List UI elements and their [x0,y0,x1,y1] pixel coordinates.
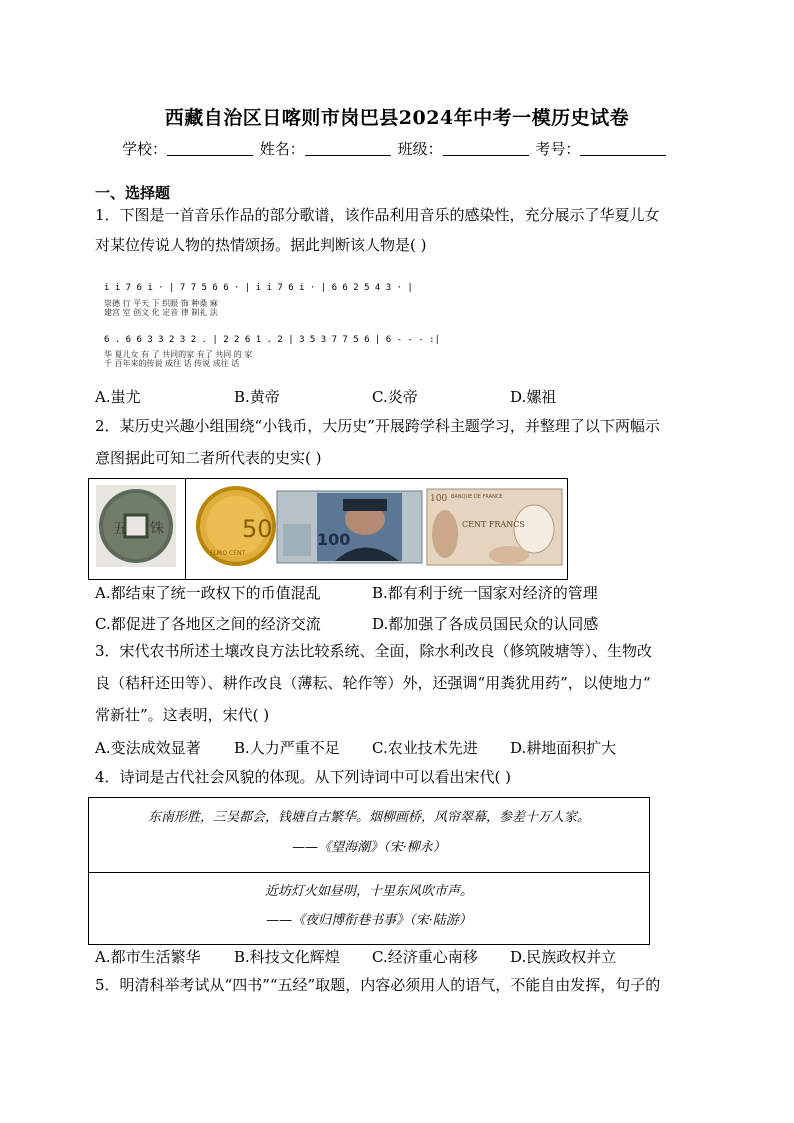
exam-no-label: 考号： [535,140,581,158]
q3-line1: 3．宋代农书所述土壤改良方法比较系统、全面，除水利改良（修筑陂塘等）、生物改 [95,642,653,660]
coin-value-label: 50 [242,515,273,543]
exam-no-blank[interactable] [580,141,666,156]
lyric-line1a: 崇德 行 平天 下 织眼 饰 种桑 麻 [104,299,218,308]
q1-option-b[interactable]: B.黄帝 [234,388,280,406]
page-title: 西藏自治区日喀则市岗巴县2024年中考一模历史试卷 [164,107,630,129]
q1-option-c[interactable]: C.炎帝 [372,388,418,406]
q2-option-b[interactable]: B.都有利于统一国家对经济的管理 [372,584,598,602]
student-info-line [122,138,668,159]
q2-option-a[interactable]: A.都结束了统一政权下的币值混乱 [95,584,321,602]
q4-line1: 4．诗词是古代社会风貌的体现。从下列诗词中可以看出宋代( ) [95,768,512,786]
franc-banknote-image [427,489,562,565]
poem-box [88,797,650,945]
currency-images-box [88,478,568,580]
q3-option-b[interactable]: B.人力严重不足 [234,739,340,757]
lyric-line2b: 千 百年来的传说 成往 话 传说 成往 话 [104,359,240,368]
lyric-line1b: 建宫 室 创文 化 定音 律 制礼 法 [104,308,218,317]
class-blank[interactable] [443,141,529,156]
q4-option-d[interactable]: D.民族政权并立 [510,948,617,966]
q3-option-c[interactable]: C.农业技术先进 [372,739,478,757]
name-blank[interactable] [305,141,391,156]
poem2-source: ——《夜归博衔巷书事》（宋·陆游） [266,913,472,928]
q3-line3: 常新壮”。这表明，宋代( ) [95,706,270,724]
name-label: 姓名： [259,140,305,158]
q1-line2: 对某位传说人物的热情颂扬。据此判断该人物是( ) [95,236,427,254]
euro-coin-image [196,486,276,566]
q2-option-c[interactable]: C.都促进了各地区之间的经济交流 [95,615,321,633]
poem2-text: 近坊灯火如昼明，十里东风吹市声。 [264,884,473,899]
q4-option-b[interactable]: B.科技文化辉煌 [234,948,340,966]
score-line2: 6 . 6 6 3 3 2 3 2 . | 2 2 6 1 . 2 | 3 5 3 7 7 5 6 | 6 - - - :| [104,335,440,345]
q3-option-a[interactable]: A.变法成效显著 [95,739,201,757]
class-label: 班级： [397,140,443,158]
dm-banknote-image [277,491,422,563]
q4-option-c[interactable]: C.经济重心南移 [372,948,478,966]
q2-option-d[interactable]: D.都加强了各成员国民众的认同感 [372,615,599,633]
q1-option-d[interactable]: D.嫘祖 [510,388,557,406]
lyric-line2a: 华 夏儿女 有 了 共同的家 有了 共同 的 家 [104,350,253,359]
q2-line2: 意图据此可知二者所代表的史实( ) [95,449,322,467]
section-heading: 一、选择题 [95,184,171,202]
poem1-text: 东南形胜，三吴都会，钱塘自古繁华。烟柳画桥，风帘翠幕，参差十万人家。 [147,810,590,825]
school-label: 学校： [122,140,168,158]
q2-line1: 2．某历史兴趣小组围绕“小钱币，大历史”开展跨学科主题学习，并整理了以下两幅示 [95,417,660,435]
poem1-source: ——《望海潮》（宋·柳永） [292,840,446,855]
school-blank[interactable] [167,141,253,156]
q5-line1: 5．明清科举考试从“四书”“五经”取题，内容必须用人的语气，不能自由发挥，句子的 [95,976,661,994]
wuzhu-coin-image [96,485,176,567]
q1-line1: 1．下图是一首音乐作品的部分歌谱，该作品利用音乐的感染性，充分展示了华夏儿女 [95,206,660,224]
dm-value-label: 100 [317,530,351,549]
q1-option-a[interactable]: A.蚩尤 [95,388,141,406]
fr-header-label: BANQUE DE FRANCE [451,494,503,500]
q3-line2: 良（秸秆还田等）、耕作改良（薄耘、轮作等）外，还强调“用粪犹用药”，以使地力“ [95,674,651,692]
currency-illustrations [89,479,567,579]
fr-value-label: 100 [430,494,448,504]
score-line1: i i 7 6 i · | 7 7 5 6 6 · | i i 7 6 i · | 6 6 2 5 4 3 · | [104,283,413,293]
fr-text-label: CENT FRANCS [462,520,525,529]
svg-text:铢: 铢 [150,521,164,537]
q4-option-a[interactable]: A.都市生活繁华 [95,948,201,966]
q3-option-d[interactable]: D.耕地面积扩大 [510,739,617,757]
coin-sub-label: EURO CENT [210,550,246,557]
svg-text:五: 五 [113,521,127,537]
poem-divider [89,872,649,873]
